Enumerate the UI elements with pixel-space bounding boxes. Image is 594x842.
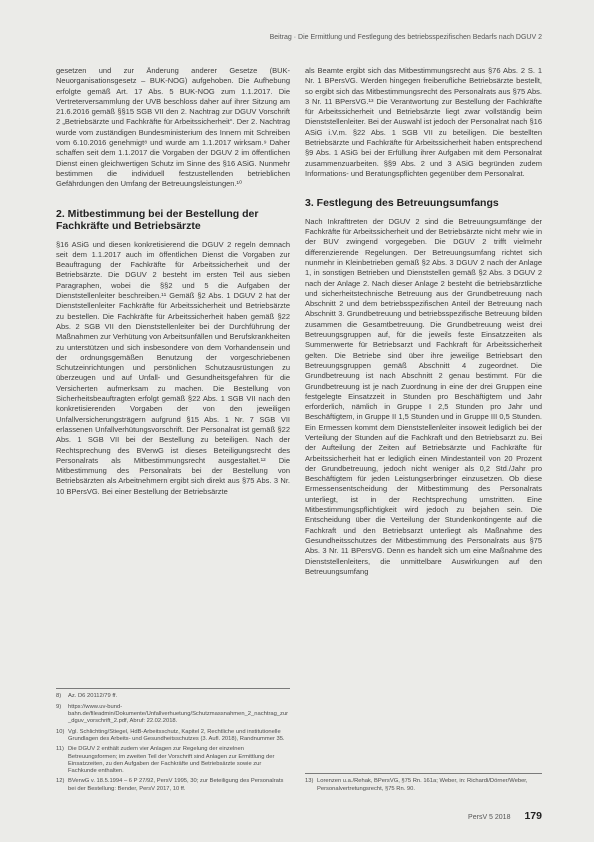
footnote-text: Vgl. Schlichting/Stiegel, HdB-Arbeitsschutz, Kapitel 2, Rechtliche und institutionelle Grundlagen des Arbeits- und Gesundheitsschutzes (3. Aufl. 2018), Randnummer 35.: [68, 728, 285, 742]
footnote: [56, 729, 290, 744]
section-2-heading: 2. Mitbestimmung bei der Bestellung der Fachkräfte und Betriebsärzte: [56, 207, 259, 233]
footnote-text: BVerwG v. 18.5.1994 – 6 P 27/92, PersV 1995, 30; zur Beteiligung des Personalrats bei der Bestellung: Bender, PersV 2017, 10 ff.: [68, 778, 284, 792]
footnote-number: 8): [56, 693, 62, 700]
section-3-heading: 3. Festlegung des Betreuungsumfangs: [305, 197, 499, 210]
footnote-text: https://www.uv-bund-bahn.de/fileadmin/Dokumente/Unfallverhuetung/Schutzmassnahmen_2_nachtrag_zur_dguv_vorschrift_2.pdf, Abruf: 22.02.2018.: [68, 703, 289, 725]
footnote: [56, 746, 290, 775]
journal-issue: PersV 5 2018: [468, 814, 511, 821]
footnote-text: Az. D6 20112/79 ff.: [68, 693, 118, 700]
left-footnotes: [56, 688, 290, 796]
footnote-text: Die DGUV 2 enthält zudem vier Anlagen zur Regelung der einzelnen Betreuungsformen; im zweiten Teil der Vorschrift sind Anlagen zur Ermittlung der Einsatzzeiten, zu den Aufgaben der Fachkräfte und Betriebsärzte sowie zur Fachkunde enthalten.: [68, 746, 275, 775]
right-intro-paragraph: als Beamte ergibt sich das Mitbestimmungsrecht aus §76 Abs. 2 S. 1 Nr. 1 BPersVG. Werden hingegen freiberufliche Betriebsärzte bestellt, so ergibt sich das Mitbestimmungsrecht des Personalrats aus §75 Abs. 3 Nr. 11 BPersVG.¹³ Die Verantwortung zur Bestellung der Fachkräfte für Arbeitssicherheit und Betriebsärzte liegt zwar vollständig beim Dienststellenleiter. Bei der Auswahl ist jedoch der Personalrat nach §16 ASiG i.V.m. §22 Abs. 1 SGB VII zu beteiligen. Die bestellten Betriebsärzte und Fachkräfte für Arbeitssicherheit haben entsprechend §9 Abs. 1 ASiG bei der Erfüllung ihrer Aufgaben mit dem Personalrat zusammenzuarbeiten. §§9 Abs. 2 und 3 ASiG begründen zudem Informations- und Beratungspflichten gegenüber dem Personalrat.: [305, 66, 542, 178]
footnote: [56, 704, 290, 726]
footnote-number: 13): [305, 778, 314, 785]
footnote-number: 10): [56, 728, 65, 735]
left-column: [56, 66, 290, 796]
footnote: [305, 778, 542, 793]
running-header: Beitrag · Die Ermittlung und Festlegung des betriebsspezifischen Bedarfs nach DGUV 2: [269, 34, 542, 41]
section-2-paragraph: §16 ASiG und diesen konkretisierend die DGUV 2 regeln demnach seit dem 1.1.2017 auch im öffentlichen Dienst die Vorgaben zur Beauftragung der Fachkräfte für Arbeitssicherheit und der Betriebsärzte. Die DGUV 2 besteht im ersten Teil aus sieben Paragraphen, wobei die §§2 und 5 die Aufgaben der Dienststellenleiter beschreiben.¹¹ Gemäß §2 Abs. 1 DGUV 2 hat der Dienststellenleiter Fachkräfte für Arbeitssicherheit und Betriebsärzte zu bestellen. Die Fachkräfte für Arbeitssicherheit haben gemäß §22 Abs. 2 SGB VII den Dienststellenleiter bei der Durchführung der Maßnahmen zur Verhütung von Arbeitsunfällen und Berufskrankheiten zu unterstützen und sich insbesondere von dem Vorhandensein und der ordnungsgemäßen Benutzung der vorgeschriebenen Schutzeinrichtungen und persönlichen Schutzausrüstungen zu überzeugen und auf Unfall- und Gesundheitsgefahren für die Versicherten aufmerksam zu machen. Die Bestellung von Sicherheitsbeauftragten erfolgt gemäß §22 Abs. 1 SGB VII nach den konkretisierenden Vorgaben der von den jeweiligen Unfallversicherungsträgern aufgrund §15 Abs. 1 Nr. 7 SGB VII erlassenen Unfallverhütungsvorschrift. Der Personalrat ist gemäß §22 Abs. 1 SGB VII bei der Bestellung zu beteiligen. Nach der Rechtsprechung des BVerwG ist dieses Beteiligungsrecht des Personalrats als Mitbestimmungsrecht ausgestaltet.¹² Die Mitbestimmung des Personalrats bei der Bestellung von Betriebsärzten als Arbeitnehmern ergibt sich direkt aus §75 Abs. 3 Nr. 10 BPersVG. Bei einer Bestellung der Betriebsärzte: [56, 239, 290, 496]
footnote: [56, 693, 290, 700]
page-number: 179: [524, 810, 542, 822]
footnote-text: Lorenzen u.a./Rehak, BPersVG, §75 Rn. 161a; Weber, in: Richardi/Dörner/Weber, Personalvertretungsrecht, §75 Rn. 90.: [317, 778, 528, 792]
left-intro-paragraph: gesetzen und zur Änderung anderer Gesetze (BUK-Neuorganisationsgesetz – BUK-NOG) aufgehoben. Die Aufhebung erfolgte gemäß Art. 17 Abs. 5 BUK-NOG zum 1.1.2017. Die Vertreterversammlung der UVB beschloss daher auf ihrer Sitzung am 21.6.2016 gemäß §§15 SGB VII den 2. Nachtrag zur DGUV Vorschrift 2 „Betriebsärzte und Fachkräfte für Arbeitssicherheit“. Der 2. Nachtrag wurde vom zuständigen Bundesministerium des Innern mit Schreiben vom 6.10.2016 genehmigt⁸ und wurde am 1.1.2017 wirksam.⁹ Daher schaffen seit dem 1.1.2017 die Vorgaben der DGUV 2 im öffentlichen Dienst einen gleichwertigen Schutz im Sinne des §16 ASiG. Nunmehr bestimmen die individuell festzustellenden betrieblichen Gefährdungen den Umfang der Betreuungsleistungen.¹⁰: [56, 66, 290, 189]
right-column: [305, 66, 542, 796]
footnote-number: 9): [56, 703, 62, 710]
right-footnotes: [305, 773, 542, 796]
section-3-paragraph: Nach Inkrafttreten der DGUV 2 sind die Betreuungsumfänge der Fachkräfte für Arbeitssicherheit und der Betriebsärzte nicht mehr wie in der BUV zwingend vorgegeben. Die DGUV 2 trifft vielmehr differenzierende Regelungen. Der Betreuungsumfang richtet sich nunmehr in Kleinbetrieben gemäß §2 Abs. 3 DGUV 2 nach der Anlage 1, in sonstigen Betrieben und Dienststellen gemäß §2 Abs. 3 DGUV 2 nach der Anlage 2. Nach dieser Anlage 2 besteht die betriebsärztliche und sicherheitstechnische Betreuung aus der Grundbetreuung nach Abschnitt 2 und dem betriebsspezifischen Anteil der Betreuung nach Abschnitt 3. Grundbetreuung und betriebsspezifische Betreuung bilden zusammen die Gesamtbetreuung. Die Grundbetreuung weist drei Betreuungsgruppen auf, für die jeweils feste Einsatzzeiten als Summenwerte für Betriebsarzt und Fachkraft für Arbeitssicherheit gelten. Die Betriebe sind über ihre jeweilige Betriebsart den Betreuungsgruppen gemäß Abschnitt 4 zugeordnet. Die Grundbetreuung ist nach Abschnitt 2 genau bestimmt. Für die Grundbetreuung ist je nach Zuordnung in eine der drei Gruppen eine festgelegte Einsatzzeit in Stunden pro Beschäftigtem und Jahr erforderlich, nämlich in Gruppe I 2,5 Stunden pro Jahr und Beschäftigtem, in Gruppe II 1,5 Stunden und in Gruppe III 0,5 Stunden. Ein Ermessen kommt dem Dienststellenleiter insoweit lediglich bei der Verteilung der Stunden auf die Fachkraft und den Betriebsarzt zu. Bei der Aufteilung der Zeiten auf Betriebsärzte und Fachkräfte für Arbeitssicherheit hat er lediglich einen Mindestanteil von 20 Prozent der Grundbetreuung, jedoch nicht weniger als 0,2 Std./Jahr pro Beschäftigtem für jeden Leistungserbringer einzusetzen. Ob diese Ermessensentscheidung der Mitbestimmung des Personalrats unterliegt, ist in der Rechtsprechung umstritten. Eine Mitbestimmungspflichtigkeit wird jedoch zu bejahen sein. Die Entscheidung über die Verteilung der Stundenkontingente auf die Fachkraft und den Betriebsarzt unterliegt als Maßnahme des Gesundheitsschutzes der Mitbestimmung des Personalrats aus §75 Abs. 3 Nr. 11 BPersVG. Denn es handelt sich um eine Maßnahme des Dienststellenleiters, die unmittelbare Auswirkungen auf den Betreuungsumfang: [305, 216, 542, 576]
footnote: [56, 778, 290, 793]
page-footer: [468, 810, 542, 822]
footnote-number: 11): [56, 746, 64, 753]
footnote-number: 12): [56, 778, 65, 785]
